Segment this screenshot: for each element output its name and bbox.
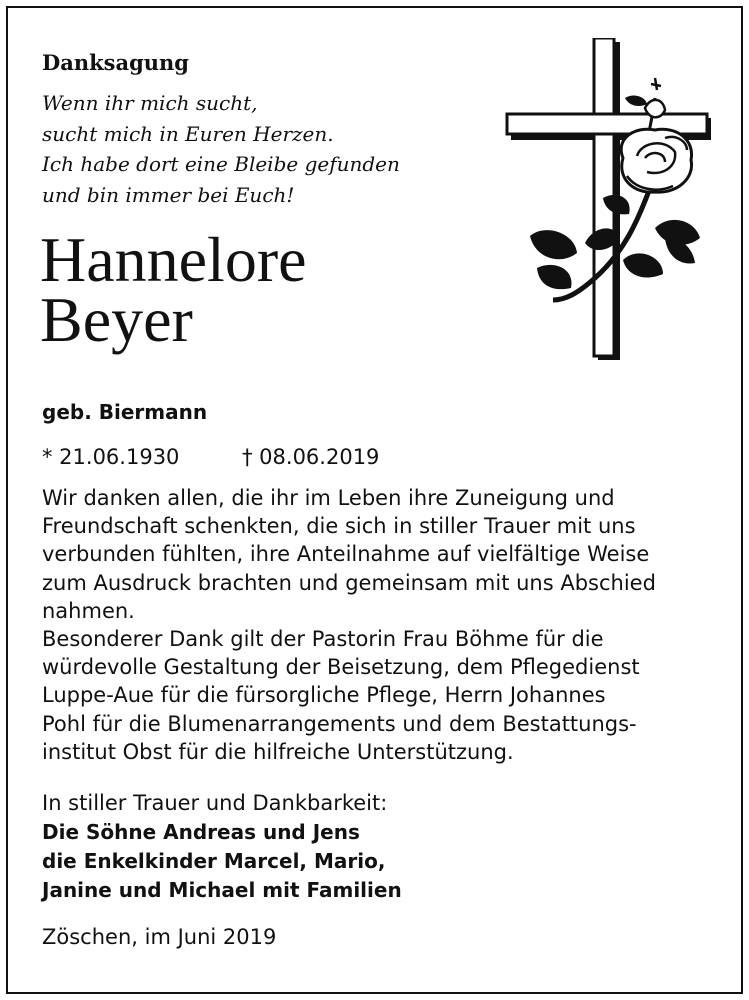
text-line: verbunden fühlten, ihre Anteilnahme auf vielfältige Weise [42,542,650,567]
life-dates [42,445,380,469]
text-line: Luppe-Aue für die fürsorgliche Pflege, Herrn Johannes [42,683,606,708]
signoff-intro: In stiller Trauer und Dankbarkeit: [42,791,388,815]
text-line: nahmen. [42,598,135,623]
mourner-line: Die Söhne Andreas und Jens [42,820,360,844]
cross-with-rose-icon [505,38,715,363]
thanks-text [42,484,656,766]
text-line: institut Obst für die hilfreiche Unterstützung. [42,739,514,764]
death-date: † 08.06.2019 [242,445,380,469]
place-date: Zöschen, im Juni 2019 [42,925,277,949]
birth-date: * 21.06.1930 [42,445,180,469]
poem [42,88,400,210]
poem-line: und bin immer bei Euch! [42,182,295,207]
rose-bloom [621,78,691,192]
poem-line: Wenn ihr mich sucht, [42,91,258,115]
first-name: Hannelore [40,224,307,295]
poem-line: Ich habe dort eine Bleibe gefunden [42,152,400,176]
birth-name: geb. Biermann [42,400,208,424]
poem-line: sucht mich in Euren Herzen. [42,121,334,146]
signoff [42,789,402,905]
text-line: Besonderer Dank gilt der Pastorin Frau Böhme für die [42,627,604,652]
text-line: zum Ausdruck brachten und gemeinsam mit uns Abschied [42,570,656,595]
text-line: würdevolle Gestaltung der Beisetzung, dem Pflegedienst [42,655,640,680]
mourner-line: die Enkelkinder Marcel, Mario, [42,849,386,873]
last-name: Beyer [40,284,193,355]
deceased-name [40,224,307,355]
text-line: Wir danken allen, die ihr im Leben ihre Zuneigung und [42,486,615,510]
mourner-line: Janine und Michael mit Familien [42,878,402,902]
notice-heading: Danksagung [42,50,189,75]
text-line: Pohl für die Blumenarrangements und dem Bestattungs- [42,711,637,736]
text-line: Freundschaft schenkten, die sich in stiller Trauer mit uns [42,514,636,539]
